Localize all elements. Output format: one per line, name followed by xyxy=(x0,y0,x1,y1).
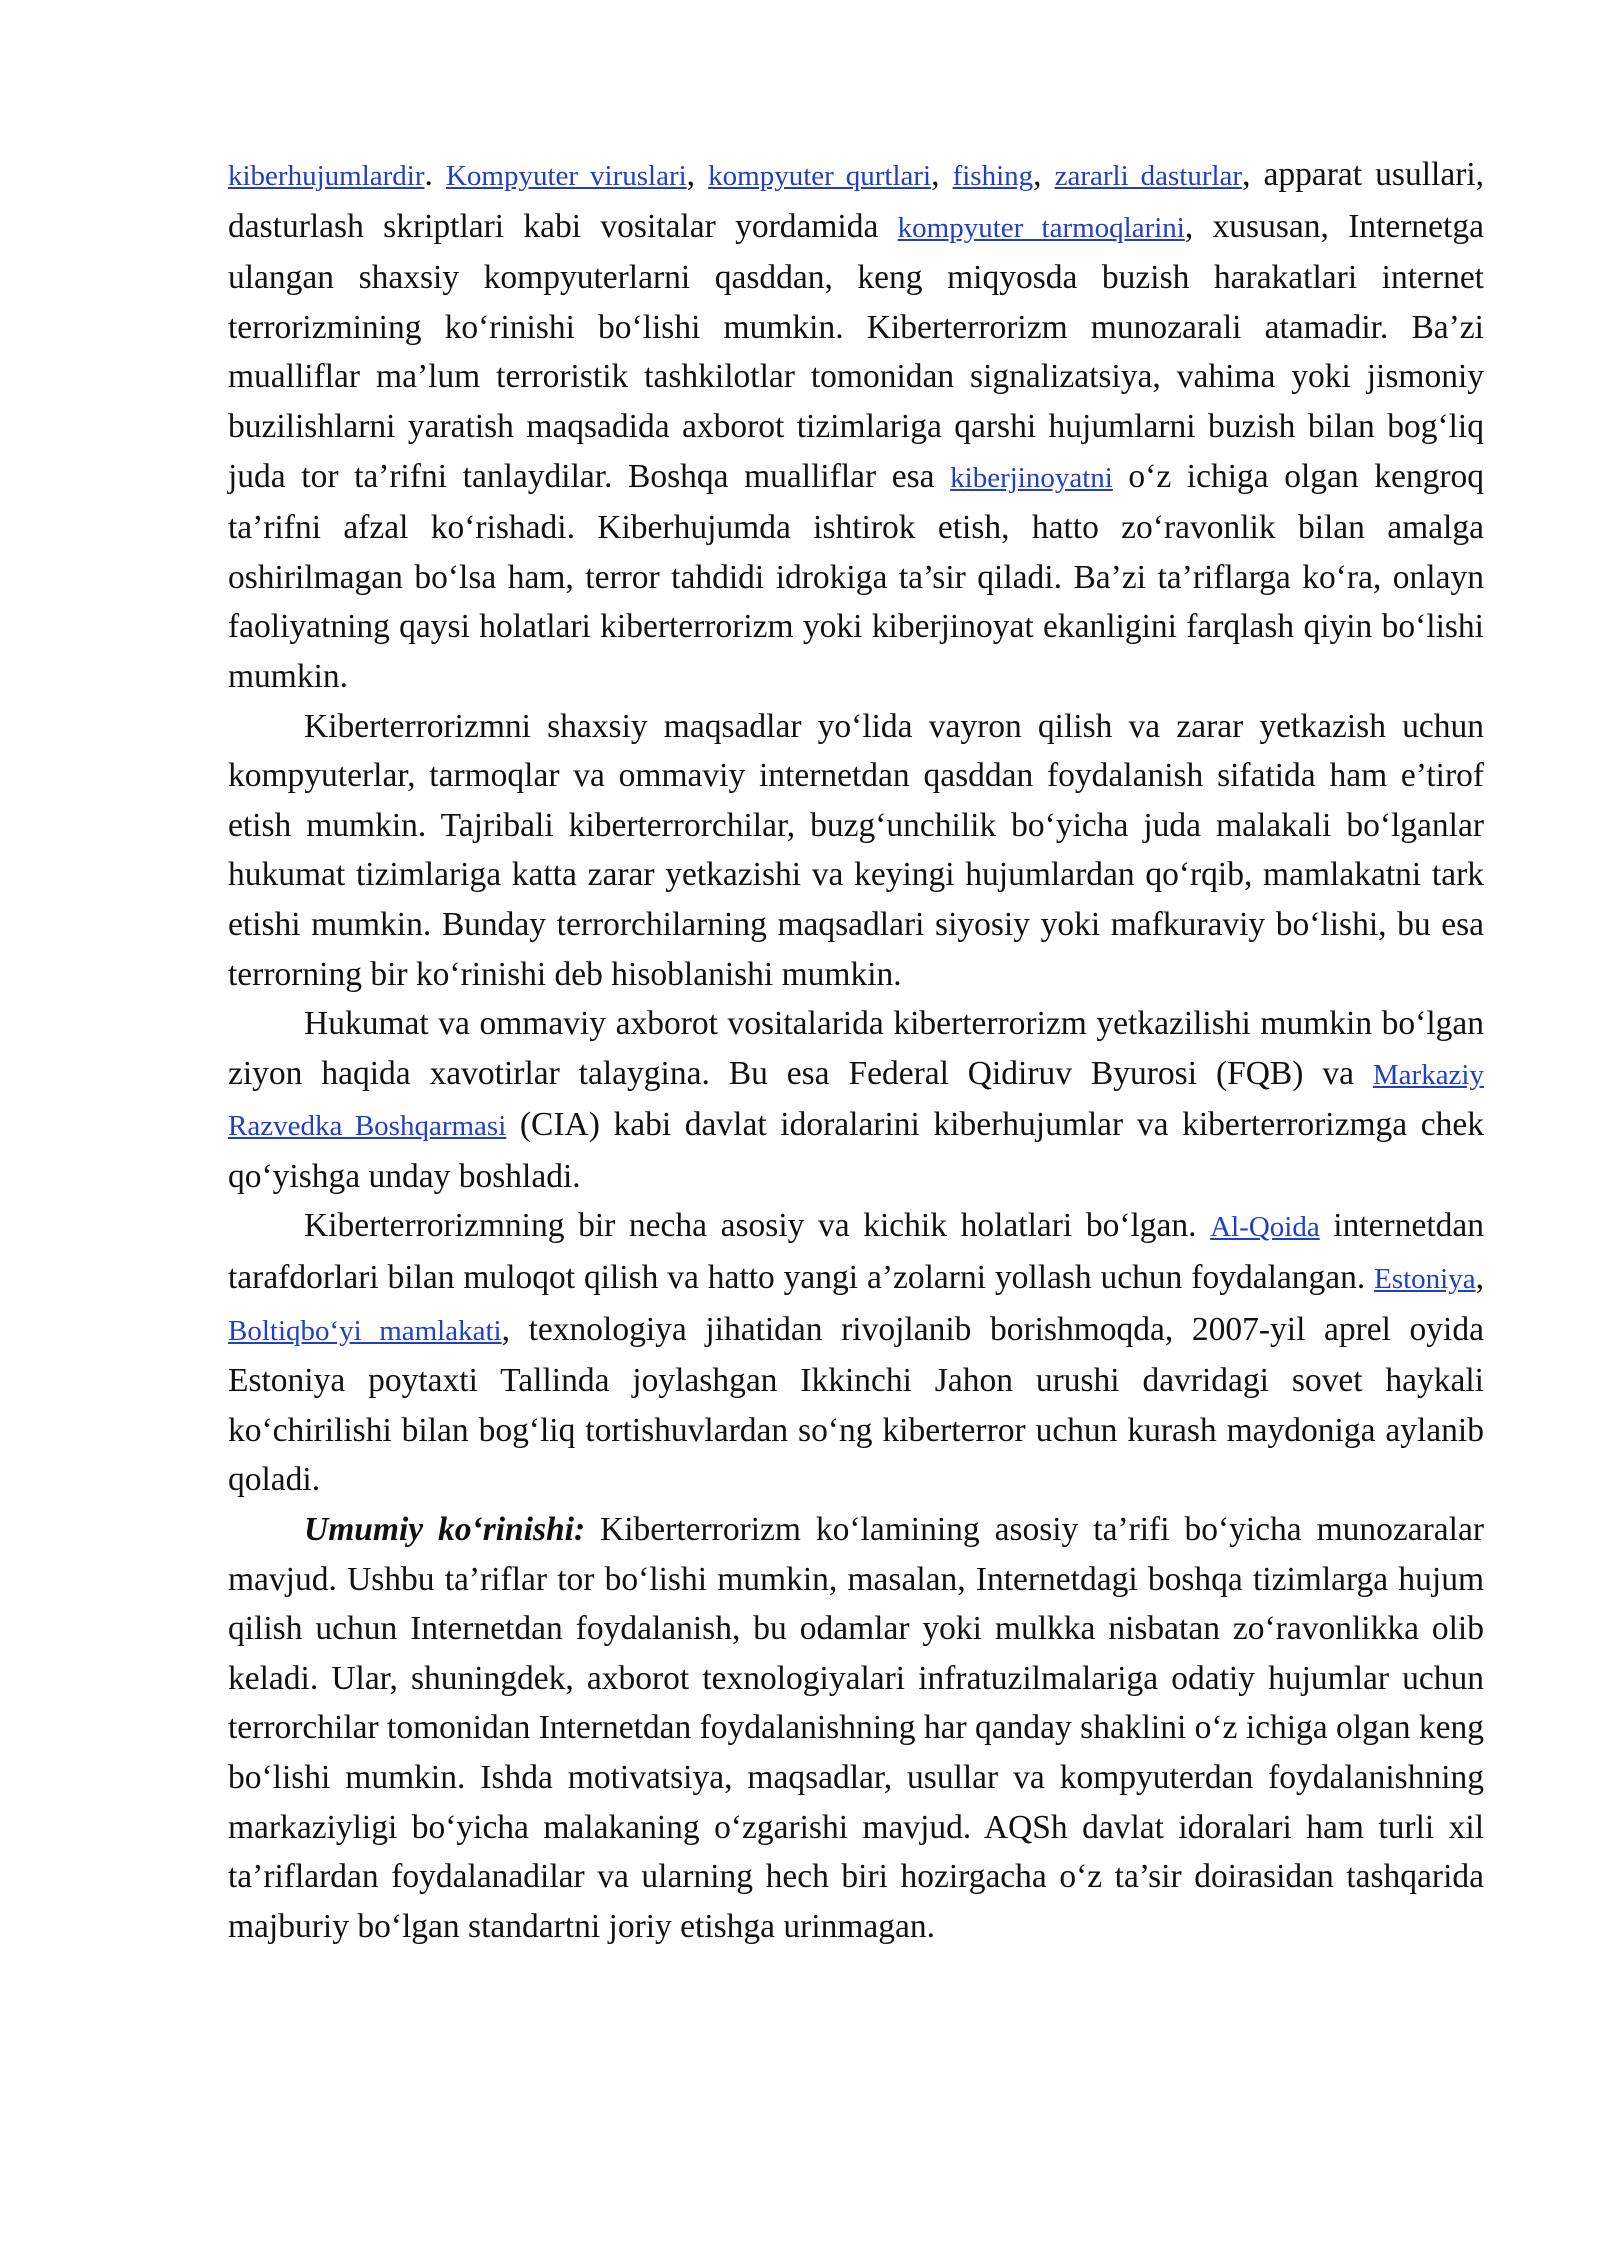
paragraph-text: internetdan tarafdorlari bilan muloqot qilish va hatto yangi a’zolarni yollash uchun foydalangan. xyxy=(228,1207,1484,1297)
paragraph-text: , apparat usullari, dasturlash skriptlari kabi vositalar yordamida xyxy=(228,156,1485,245)
inline-link[interactable]: kiberjinoyatni xyxy=(950,461,1113,494)
paragraph xyxy=(228,150,1484,702)
inline-link[interactable]: zararli dasturlar xyxy=(1054,160,1243,192)
paragraph xyxy=(228,999,1484,1201)
paragraph-text: Kiberterrorizm ko‘lamining asosiy ta’rifi bo‘yicha munozaralar mavjud. Ushbu ta’riflar tor bo‘lishi mumkin, masalan, Internetdagi boshqa tizimlarga hujum qilish uchun Internetdan foydalanish, bu odamlar yoki mulkka nisbatan zo‘ravonlikka olib keladi. Ular, shuningdek, axborot texnologiyalari infratuzilmalariga odatiy hujumlar uchun terrorchilar tomonidan Internetdan foydalanishning har qanday shaklini o‘z ichiga olgan keng bo‘lishi mumkin. Ishda motivatsiya, maqsadlar, usullar va kompyuterdan foydalanishning markaziyligi bo‘yicha malakaning o‘zgarishi mavjud. AQSh davlat idoralari ham turli xil ta’riflardan foydalanadilar va ularning hech biri hozirgacha o‘z ta’sir doirasidan tashqarida majburiy bo‘lgan standartni joriy etishga urinmagan. xyxy=(228,1511,1484,1945)
inline-link[interactable]: Boltiqbo‘yi mamlakati xyxy=(228,1314,502,1347)
paragraph-text: , xususan, Internetga ulangan shaxsiy kompyuterlarni qasddan, keng miqyosda buzish harakatlari internet terrorizmining ko‘rinishi bo‘lishi mumkin. Kiberterrorizm munozarali atamadir. Ba’zi mualliflar ma’lum terroristik tashkilotlar tomonidan signalizatsiya, vahima yoki jismoniy buzilishlarni yaratish maqsadida axborot tizimlariga qarshi hujumlarni buzish bilan bog‘liq juda tor ta’rifni tanlaydilar. Boshqa mualliflar esa xyxy=(228,207,1484,495)
paragraph-text: (CIA) kabi davlat idoralarini kiberhujumlar va kiberterrorizmga chek qo‘yishga unday boshladi. xyxy=(228,1106,1484,1195)
inline-link[interactable]: Estoniya xyxy=(1374,1263,1476,1296)
document-page xyxy=(228,150,1484,1951)
inline-link[interactable]: kiberhujumlardir xyxy=(228,160,425,192)
inline-link[interactable]: kompyuter tarmoqlarini xyxy=(897,211,1185,244)
paragraph-text: . xyxy=(424,156,446,193)
inline-link[interactable]: Al-Qoida xyxy=(1210,1211,1320,1244)
paragraph xyxy=(228,702,1484,1000)
section-lead: Umumiy ko‘rinishi: xyxy=(304,1511,586,1549)
inline-link[interactable]: fishing xyxy=(952,160,1034,192)
paragraph-text: , xyxy=(931,156,953,193)
inline-link[interactable]: Kompyuter viruslari xyxy=(445,160,687,192)
paragraph-text: Hukumat va ommaviy axborot vositalarida kiberterrorizm yetkazilishi mumkin bo‘lgan ziyon haqida xavotirlar talaygina. Bu esa Federal Qidiruv Byurosi (FQB) va xyxy=(228,1005,1484,1092)
paragraph-text: Kiberterrorizmning bir necha asosiy va kichik holatlari bo‘lgan. xyxy=(304,1207,1211,1245)
paragraph-text: , texnologiya jihatidan rivojlanib borishmoqda, 2007-yil aprel oyida Estoniya poytaxti Tallinda joylashgan Ikkinchi Jahon urushi davridagi sovet haykali ko‘chirilishi bilan bog‘liq tortishuvlardan so‘ng kiberterror uchun kurash maydoniga aylanib qoladi. xyxy=(228,1310,1484,1499)
paragraph-text: , xyxy=(1033,156,1055,193)
inline-link[interactable]: kompyuter qurtlari xyxy=(708,160,932,192)
paragraph-text: , xyxy=(686,156,709,193)
paragraph-text: Kiberterrorizmni shaxsiy maqsadlar yo‘lida vayron qilish va zarar yetkazish uchun kompyuterlar, tarmoqlar va ommaviy internetdan qasddan foydalanish sifatida ham e’tirof etish mumkin. Tajribali kiberterrorchilar, buzg‘unchilik bo‘yicha juda malakali bo‘lganlar hukumat tizimlariga katta zarar yetkazishi va keyingi hujumlardan qo‘rqib, mamlakatni tark etishi mumkin. Bunday terrorchilarning maqsadlari siyosiy yoki mafkuraviy bo‘lishi, bu esa terrorning bir ko‘rinishi deb hisoblanishi mumkin. xyxy=(228,707,1484,993)
inline-link[interactable]: Markaziy Razvedka Boshqarmasi xyxy=(228,1058,1484,1143)
paragraph xyxy=(228,1201,1484,1505)
paragraph-text: o‘z ichiga olgan kengroq ta’rifni afzal ko‘rishadi. Kiberhujumda ishtirok etish, hatto zo‘ravonlik bilan amalga oshirilmagan bo‘lsa ham, terror tahdidi idrokiga ta’sir qiladi. Ba’zi ta’riflarga ko‘ra, onlayn faoliyatning qaysi holatlari kiberterrorizm yoki kiberjinoyat ekanligini farqlash qiyin bo‘lishi mumkin. xyxy=(228,457,1485,695)
paragraph-text: , xyxy=(1475,1259,1484,1297)
paragraph xyxy=(228,1505,1484,1951)
